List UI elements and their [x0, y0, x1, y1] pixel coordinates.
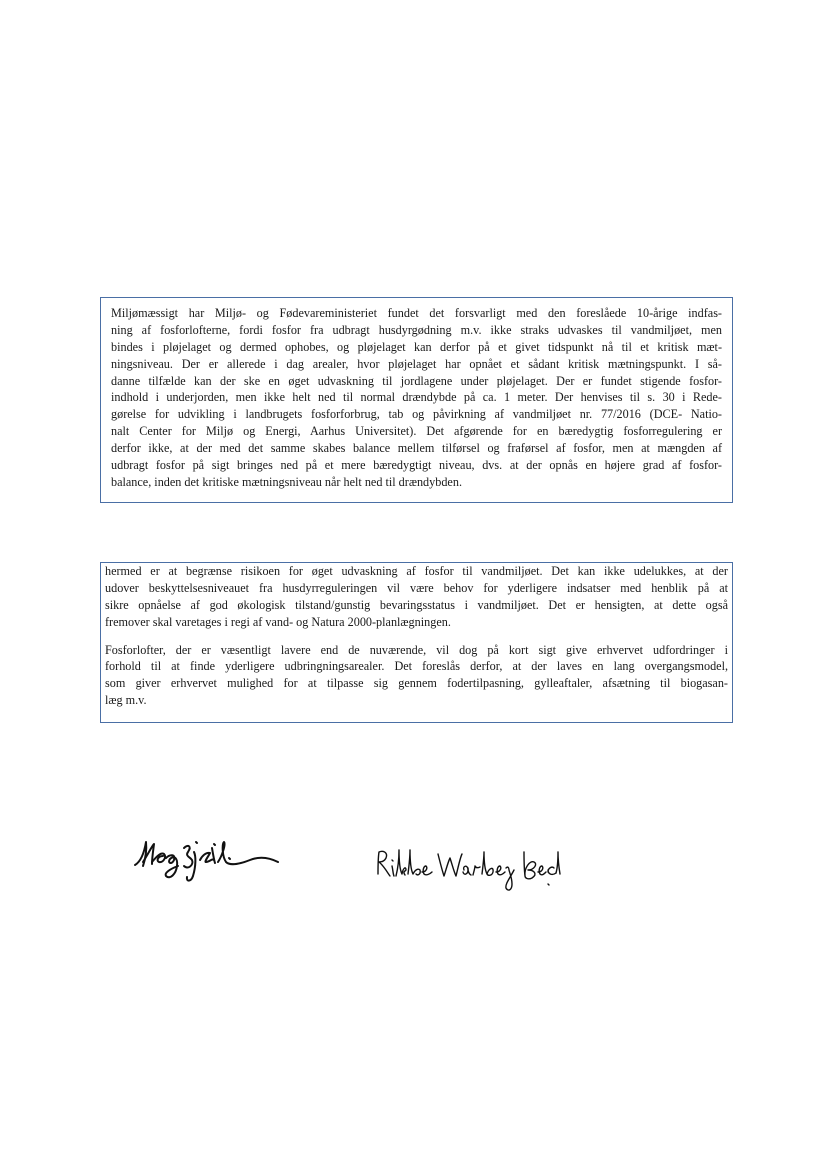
signature-first: [130, 832, 290, 888]
text-line: ning af fosforlofterne, fordi fosfor fra udbragt husdyrgødning m.v. ikke straks udvaskes til vandmiljøet, men: [111, 322, 722, 337]
paragraph-continuation: [105, 563, 728, 631]
paragraph-fosforlofter: [105, 642, 728, 710]
text-line: hermed er at begrænse risikoen for øget udvaskning af fosfor til vandmiljøet. Det kan ikke udelukkes, at der: [105, 564, 728, 578]
text-line: sikre opnåelse af god økologisk tilstand/gunstig bevaringsstatus i vandmiljøet. Det er hensigten, at dette også: [105, 597, 728, 612]
text-line: danne tilfælde kan der ske en øget udvaskning til jordlagene under pløjelaget. Der er fundet stigende fosfor-: [111, 373, 722, 388]
text-line: gørelse for udvikling i landbrugets fosforforbrug, tab og påvirkning af vandmiljøet nr. 77/2016 (DCE- Natio-: [111, 407, 722, 422]
text-line: fremover skal varetages i regi af vand- og Natura 2000-planlægningen.: [105, 614, 451, 629]
text-line: forhold til at finde yderligere udbringningsarealer. Det foreslås derfor, at der laves en lang overgangsmodel,: [105, 659, 728, 674]
text-box-bottom: [100, 562, 733, 723]
text-line: nalt Center for Miljø og Energi, Aarhus Universitet). Det afgørende for en bæredygtig fosforregulering er: [111, 424, 722, 439]
text-line: udover beskyttelsesniveauet fra husdyrreguleringen vil være behov for yderligere indsatser med henblik på at: [105, 580, 728, 595]
text-line: Fosforlofter, der er væsentligt lavere end de nuværende, vil dog på kort sigt give erhvervet udfordringer i: [105, 642, 728, 657]
text-line: Miljømæssigt har Miljø- og Fødevareministeriet fundet det forsvarligt med den foreslåede 10-årige indfas-: [111, 306, 722, 320]
signature-second: [372, 844, 562, 894]
text-line: derfor ikke, at der med det samme skabes balance mellem tilførsel og fraførsel af fosfor, men at mængden af: [111, 441, 722, 456]
text-line: ningsniveau. Der er allerede i dag arealer, hvor pløjelaget har opnået et sådant kritisk mætningspunkt. I så-: [111, 356, 722, 371]
text-box-top: [100, 297, 733, 503]
text-line: indhold i underjorden, men ikke helt ned til normal drændybde på ca. 1 meter. Der henvises til s. 30 i Rede-: [111, 390, 722, 405]
text-line: bindes i pløjelaget og dermed ophobes, og pløjelaget kan derfor på et givet tidspunkt nå til et kritisk mæt-: [111, 339, 722, 354]
signatures: [0, 826, 827, 886]
text-line: som giver erhvervet mulighed for at tilpasse sig gennem fodertilpasning, gylleaftaler, afsætning til biogasan-: [105, 676, 728, 691]
text-line: læg m.v.: [105, 693, 147, 708]
text-line: udbragt fosfor på sigt bringes ned på et mere bæredygtigt niveau, dvs. at der opnås en højere grad af fosfor-: [111, 458, 722, 473]
paragraph-gap: [105, 631, 728, 642]
text-line: balance, inden det kritiske mætningsniveau når helt ned til drændybden.: [111, 474, 462, 489]
